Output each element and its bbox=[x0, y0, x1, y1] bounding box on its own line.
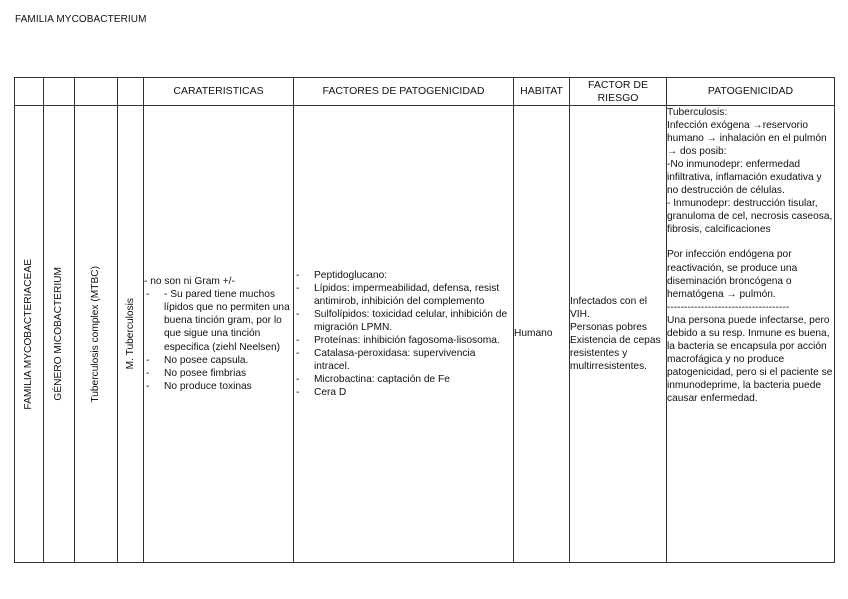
caracteristicas-list bbox=[144, 288, 293, 392]
document-title: FAMILIA MYCOBACTERIUM bbox=[15, 14, 147, 25]
list-item: - No produce toxinas bbox=[144, 380, 293, 393]
riesgo-line: Infectados con el VIH. bbox=[570, 295, 648, 320]
list-item: - No posee capsula. bbox=[144, 354, 293, 367]
header-factores-patogenicidad: FACTORES DE PATOGENICIDAD bbox=[294, 78, 514, 106]
factor-riesgo-cell bbox=[570, 106, 667, 563]
genero-cell bbox=[44, 106, 75, 563]
patogenicidad-cell bbox=[667, 106, 835, 563]
separator-line: ------------------------------------ bbox=[667, 301, 790, 313]
factores-cell bbox=[294, 106, 514, 563]
header-habitat: HABITAT bbox=[514, 78, 570, 106]
list-item: - Proteínas: inhibición fagosoma-lisosoma. bbox=[294, 334, 513, 347]
caracteristicas-cell bbox=[144, 106, 294, 563]
list-item: - Sulfolípidos: toxicidad celular, inhibición de migración LPMN. bbox=[294, 308, 513, 334]
genero-label: GÉNERO MICOBACTERIUM bbox=[53, 267, 65, 401]
mycobacterium-table bbox=[14, 77, 835, 563]
header-cell-2 bbox=[44, 78, 75, 106]
familia-cell bbox=[15, 106, 44, 563]
header-cell-1 bbox=[15, 78, 44, 106]
header-factor-riesgo: FACTOR DE RIESGO bbox=[570, 78, 667, 106]
complex-label: Tuberculosis complex (MTBC) bbox=[90, 265, 102, 403]
patogenicidad-line: Tuberculosis: bbox=[667, 107, 728, 118]
header-patogenicidad: PATOGENICIDAD bbox=[667, 78, 835, 106]
complex-cell bbox=[75, 106, 118, 563]
patogenicidad-final: Una persona puede infectarse, pero debido a su resp. Inmune es buena, la bacteria se encapsula por acción macrofágica y no produce patogenicidad, pero si el paciente se inmunodeprime, la bacteria puede causar enfermedad. bbox=[667, 314, 833, 404]
patogenicidad-text bbox=[667, 106, 834, 405]
list-item: - Microbactina: captación de Fe bbox=[294, 373, 513, 386]
caracteristicas-lead: - no son ni Gram +/- bbox=[144, 276, 235, 288]
patogenicidad-endogena: Por infección endógena por reactivación, se produce una diseminación broncógena o hematógena → pulmón. bbox=[667, 249, 798, 300]
header-cell-3 bbox=[75, 78, 118, 106]
list-item: - - Su pared tiene muchos lípidos que no permiten una buena tinción gram, por lo que sigue una tinción especifica (ziehl Neelsen) bbox=[144, 288, 293, 353]
header-caracteristicas: CARATERISTICAS bbox=[144, 78, 294, 106]
list-item: - Catalasa-peroxidasa: supervivencia intracel. bbox=[294, 347, 513, 373]
factores-list bbox=[294, 269, 513, 399]
riesgo-line: Personas pobres bbox=[570, 321, 648, 333]
patogenicidad-line: - Inmunodepr: destrucción tisular, granuloma de cel, necrosis caseosa, fibrosis, calcificaciones bbox=[667, 198, 833, 236]
patogenicidad-line: -No inmunodepr: enfermedad infiltrativa, inflamación exudativa y no destrucción de células. bbox=[667, 159, 822, 197]
especie-cell bbox=[118, 106, 144, 563]
patogenicidad-line: Infección exógena →reservorio humano → inhalación en el pulmón → dos posib: bbox=[667, 120, 827, 158]
riesgo-line: Existencia de cepas resistentes y multirresistentes. bbox=[570, 335, 661, 373]
habitat-value: Humano bbox=[514, 328, 553, 340]
especie-label: M. Tuberculosis bbox=[124, 298, 136, 370]
list-item: - Peptidoglucano: bbox=[294, 269, 513, 282]
table-row bbox=[15, 106, 835, 563]
list-item: - Lípidos: impermeabilidad, defensa, resist antimirob, inhibición del complemento bbox=[294, 282, 513, 308]
header-row bbox=[15, 78, 835, 106]
spacer bbox=[667, 236, 834, 248]
header-cell-4 bbox=[118, 78, 144, 106]
habitat-cell bbox=[514, 106, 570, 563]
list-item: - No posee fimbrias bbox=[144, 367, 293, 380]
familia-label: FAMILIA MYCOBACTERIACEAE bbox=[23, 258, 35, 410]
list-item: - Cera D bbox=[294, 386, 513, 399]
